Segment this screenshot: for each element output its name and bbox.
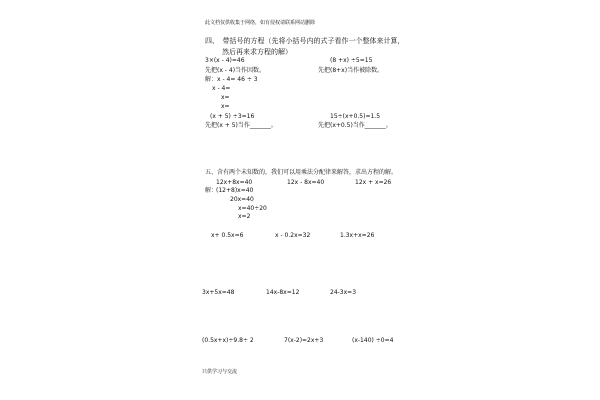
section5-step4: x=2 — [238, 213, 251, 220]
section5-row3-eq3: 24-3x=3 — [330, 289, 357, 296]
section5-row1-eq2: 12x + x=26 — [355, 179, 392, 186]
section4-step1: x - 4= — [212, 85, 231, 92]
section5-row3-eq1: 3x+5x=48 — [202, 289, 235, 296]
section4-eq3-hint: 先把(x + 5)当作_______。 — [205, 122, 277, 129]
section4-eq4: 15÷(x+0.5)=1.5 — [330, 113, 381, 120]
section5-row3-eq2: 14x-8x=12 — [266, 289, 300, 296]
section4-title-line2: 然后再来求方程的解） — [222, 48, 292, 56]
header-note: 此文档仅供收集于网络，如有侵权请联系网站删除 — [205, 20, 316, 26]
section4-eq4-hint: 先把(x+0.5)当作_______。 — [318, 122, 392, 129]
section4-step2: x= — [221, 94, 230, 101]
section4-solve-label: 解：x - 4= 46 ÷ 3 — [205, 76, 258, 83]
section4-eq1-hint: 先把(x - 4)当作因数。 — [205, 67, 266, 74]
section5-example-eq: 12x+8x=40 — [216, 179, 253, 186]
section5-step1: (12+8)x=40 — [216, 187, 254, 194]
section5-solve-label: 解： — [205, 187, 218, 194]
section5-row4-eq3: (x-140) ÷0=4 — [352, 337, 394, 344]
section5-row2-eq1: x+ 0.5x=6 — [211, 232, 244, 239]
section4-step3: x= — [221, 103, 230, 110]
section5-title: 五、含有两个未知数的，我们可以用乘法分配律来解答，求出方程的解。 — [205, 169, 398, 176]
section4-eq2: (8 +x) ÷5=15 — [330, 57, 373, 64]
section5-step3: x=40÷20 — [238, 205, 267, 212]
section5-step2: 20x=40 — [230, 196, 254, 203]
section4-title-line1: 四、 带括号的方程（先将小括号内的式子看作一个整体来计算， — [205, 37, 405, 45]
section4-eq1: 3×(x - 4)=46 — [205, 57, 245, 64]
section5-row4-eq2: 7(x-2)=2x+3 — [284, 337, 324, 344]
section5-row2-eq3: 1.3x+x=26 — [340, 232, 375, 239]
section5-row1-eq1: 12x - 8x=40 — [287, 179, 325, 186]
section5-row2-eq2: x - 0.2x=32 — [275, 232, 311, 239]
section4-eq2-hint: 先把(8+x)当作被除数。 — [318, 67, 384, 74]
section4-eq3: (x + 5) ÷3=16 — [210, 113, 255, 120]
footer-note: 只供学习与交流 — [202, 369, 238, 375]
section5-row4-eq1: (0.5x+x)÷9.8÷ 2 — [202, 337, 254, 344]
